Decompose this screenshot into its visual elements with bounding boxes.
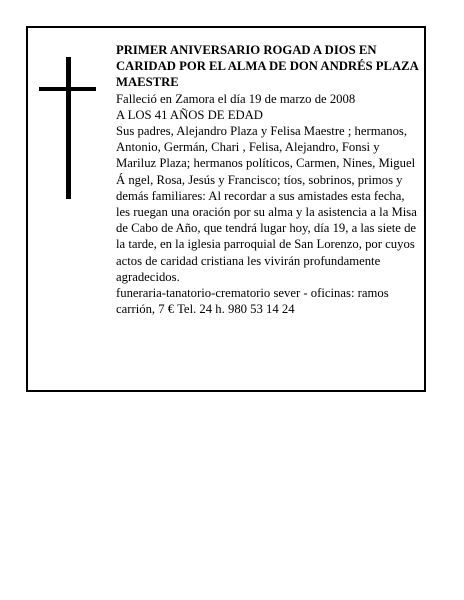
death-info: Falleció en Zamora el día 19 de marzo de 2008: [116, 91, 356, 106]
funeral-home-info: funeraria-tanatorio-crematorio sever - oficinas: ramos carrión, 7 € Tel. 24 h. 980 53 14 24: [116, 286, 389, 317]
obituary-notice: [26, 26, 426, 392]
age-line: A LOS 41 AÑOS DE EDAD: [116, 107, 263, 122]
notice-text-block: [116, 42, 420, 317]
notice-title: PRIMER ANIVERSARIO ROGAD A DIOS EN CARIDAD POR EL ALMA DE DON ANDRÉS PLAZA MAESTRE: [116, 43, 419, 90]
cross-icon-crossbar: [39, 87, 96, 91]
cross-icon: [66, 57, 71, 199]
notice-body: Sus padres, Alejandro Plaza y Felisa Maestre ; hermanos, Antonio, Germán, Chari , Felisa, Alejandro, Fonsi y Mariluz Plaza; hermanos políticos, Carmen, Nines, Miguel Á ngel, Rosa, Jesús y Francisco; tíos, sobrinos, primos y demás familiares: Al recordar a sus amistades esta fecha, les ruegan una oración por su alma y la asistencia a la Misa de Cabo de Año, que tendrá lugar hoy, día 19, a las siete de la tarde, en la iglesia parroquial de San Lorenzo, por cuyos actos de caridad cristiana les vivirán profundamente agradecidos.: [116, 124, 417, 284]
